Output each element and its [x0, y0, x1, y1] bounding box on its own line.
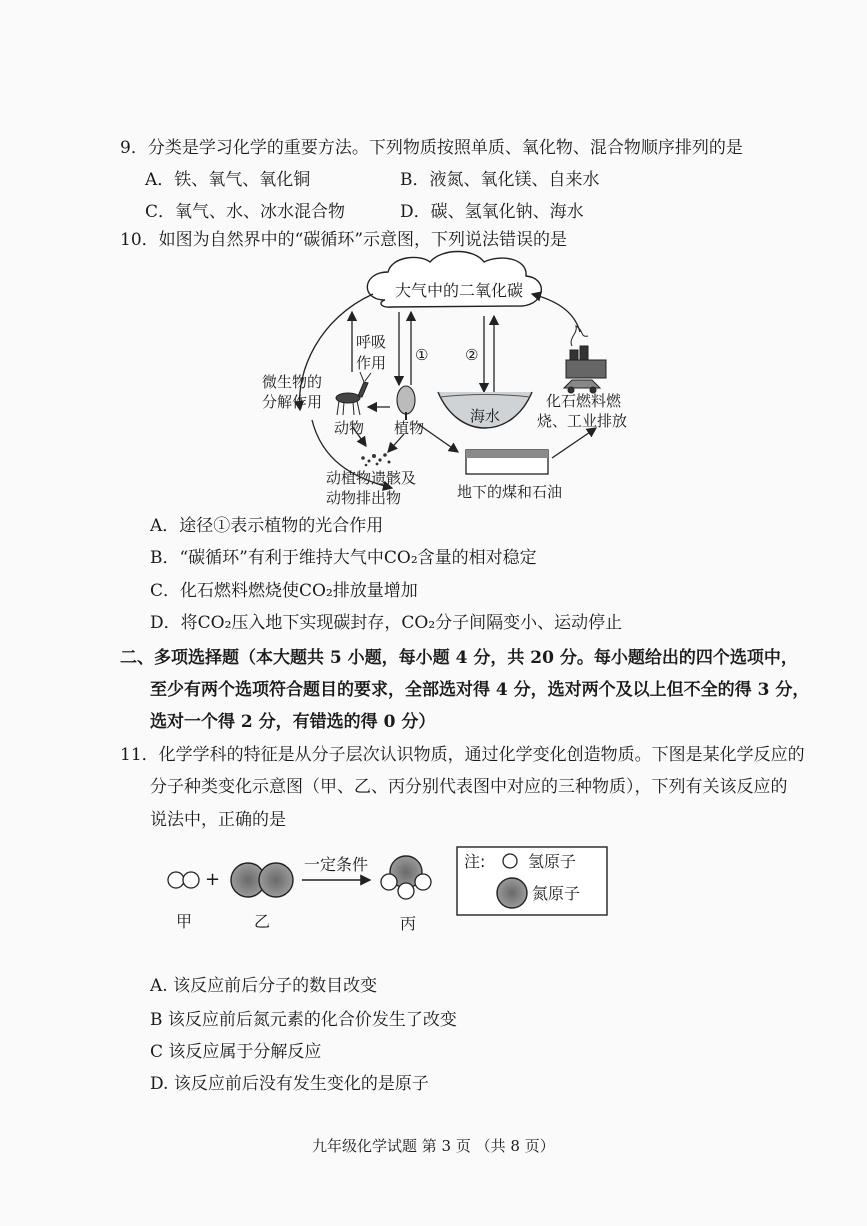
q9-option-a: A．铁、氧气、氧化铜 [145, 170, 311, 190]
seawater-label: 海水 [470, 407, 501, 425]
legend-note: 注: [464, 852, 486, 871]
n-atom-legend-icon [497, 878, 527, 908]
page-footer: 九年级化学试题 第 3 页 （共 8 页） [312, 1137, 555, 1155]
fossil-fuel-label-1: 化石燃料燃 [546, 392, 622, 410]
q11-stem-line2: 分子种类变化示意图（甲、乙、丙分别代表图中对应的三种物质），下列有关该反应的 [150, 777, 788, 797]
q9-stem: 9．分类是学习化学的重要方法。下列物质按照单质、氧化物、混合物顺序排列的是 [120, 138, 743, 158]
reaction-condition: 一定条件 [304, 855, 369, 874]
bing-label: 丙 [400, 914, 417, 933]
section2-heading-line3: 选对一个得 2 分，有错选的得 0 分） [150, 712, 436, 732]
q11-option-c: C 该反应属于分解反应 [150, 1042, 322, 1062]
bing-molecule [381, 856, 431, 899]
q9-option-b: B．液氮、氧化镁、自来水 [400, 170, 600, 190]
q10-option-d: D．将CO₂压入地下实现碳封存，CO₂分子间隔变小、运动停止 [150, 613, 623, 633]
q11-stem-line3: 说法中，正确的是 [150, 810, 286, 830]
section2-heading-line1: 二、多项选择题（本大题共 5 小题，每小题 4 分，共 20 分。每小题给出的四个选项中， [120, 648, 798, 668]
microbe-label-2: 分解作用 [262, 393, 323, 411]
q10-option-b: B．“碳循环”有利于维持大气中CO₂含量的相对稳定 [150, 548, 537, 568]
h-atom-legend-icon [503, 854, 517, 868]
section2-heading-line2: 至少有两个选项符合题目的要求，全部选对得 4 分，选对两个及以上但不全的得 3 分， [150, 680, 810, 700]
animal-label: 动物 [334, 419, 365, 437]
q10-stem: 10．如图为自然界中的“碳循环”示意图，下列说法错误的是 [120, 230, 568, 250]
remains-label-1: 动植物遗骸及 [326, 469, 417, 487]
h-atom-legend-label: 氢原子 [528, 852, 577, 871]
remains-label-2: 动物排出物 [326, 489, 402, 507]
q10-option-a: A．途径①表示植物的光合作用 [150, 516, 384, 536]
path-1-label: ① [415, 346, 429, 364]
q11-option-b: B 该反应前后氮元素的化合价发生了改变 [150, 1010, 457, 1030]
path-2-label: ② [465, 346, 479, 364]
jia-label: 甲 [176, 912, 193, 931]
plus-sign: + [205, 869, 221, 890]
atmosphere-label: 大气中的二氧化碳 [395, 281, 524, 300]
n-atom-legend-label: 氮原子 [532, 884, 581, 903]
yi-molecule [231, 863, 293, 897]
coal-oil-label: 地下的煤和石油 [457, 483, 563, 501]
q11-option-a: A. 该反应前后分子的数目改变 [150, 976, 378, 996]
q10-option-c: C．化石燃料燃烧使CO₂排放量增加 [150, 581, 418, 601]
q11-option-d: D. 该反应前后没有发生变化的是原子 [150, 1074, 429, 1094]
respiration-label-2: 作用 [356, 354, 387, 372]
q11-stem-line1: 11．化学学科的特征是从分子层次认识物质，通过化学变化创造物质。下图是某化学反应的 [120, 745, 805, 765]
yi-label: 乙 [254, 912, 271, 931]
fossil-fuel-label-2: 烧、工业排放 [537, 412, 628, 430]
microbe-label-1: 微生物的 [262, 373, 323, 391]
respiration-label-1: 呼吸 [356, 333, 387, 351]
q9-option-c: C．氧气、水、冰水混合物 [145, 202, 346, 222]
jia-molecule [168, 872, 199, 888]
q9-option-d: D．碳、氢氧化钠、海水 [400, 202, 584, 222]
plant-label: 植物 [394, 419, 425, 437]
